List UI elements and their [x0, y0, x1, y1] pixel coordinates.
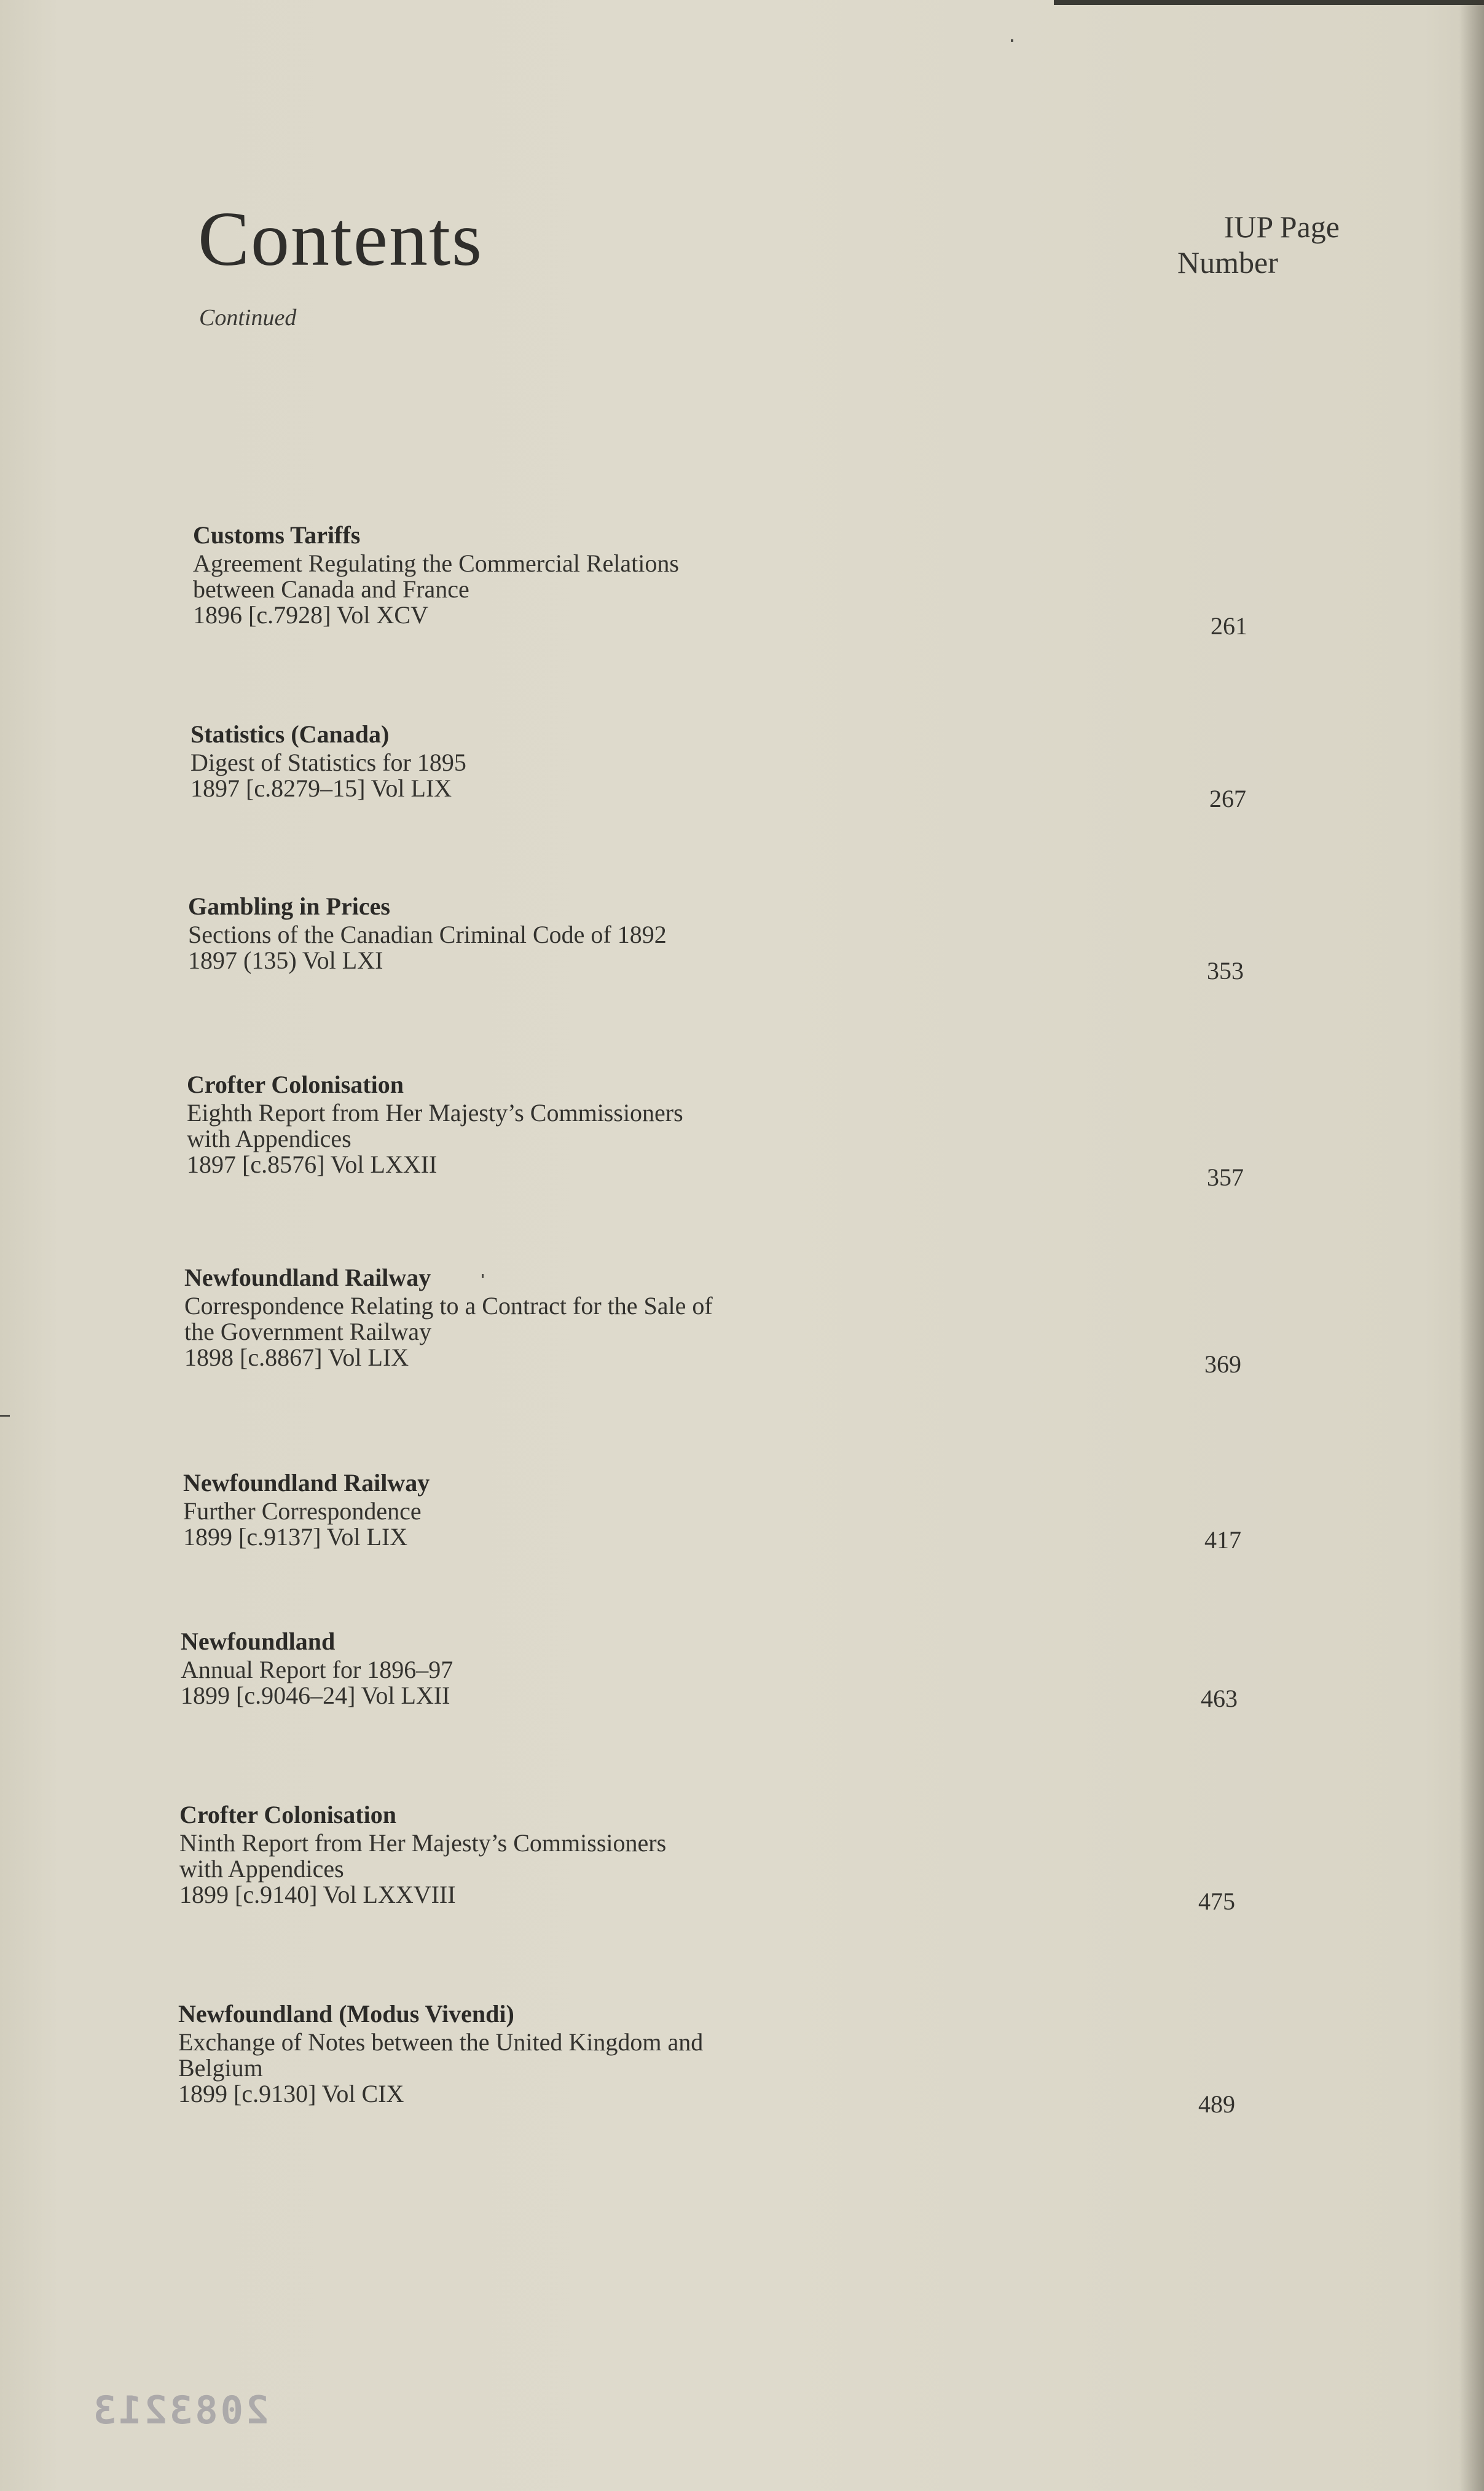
- margin-mark: [0, 1415, 10, 1417]
- column-heading-line2: Number: [1177, 245, 1278, 280]
- column-heading-line1: IUP Page: [1223, 210, 1340, 244]
- entry-line: with Appendices: [179, 1855, 344, 1883]
- entry-line: Annual Report for 1896–97: [181, 1656, 453, 1683]
- entry-heading: Customs Tariffs: [193, 521, 361, 549]
- entry-line: 1897 (135) Vol LXI: [188, 946, 383, 974]
- speck: [482, 1274, 484, 1278]
- page-subtitle: Continued: [199, 305, 297, 331]
- entry-heading: Newfoundland Railway: [184, 1264, 431, 1291]
- entry-heading: Newfoundland: [181, 1627, 336, 1655]
- contents-entry: [178, 2001, 1038, 2107]
- speck: [1011, 39, 1013, 42]
- contents-entry: [183, 1470, 1043, 1550]
- contents-entry: [193, 522, 1053, 628]
- entry-line: with Appendices: [187, 1125, 351, 1152]
- entry-heading: Statistics (Canada): [190, 720, 390, 748]
- entry-line: 1899 [c.9130] Vol CIX: [178, 2080, 404, 2107]
- entry-line: Further Correspondence: [183, 1497, 422, 1525]
- entry-page-number: 475: [1198, 1887, 1235, 1915]
- entry-line: Agreement Regulating the Commercial Relations: [193, 549, 679, 577]
- inventory-stamp: 208321З: [91, 2388, 269, 2433]
- entry-page-number: 489: [1198, 2090, 1235, 2118]
- entry-page-number: 261: [1211, 612, 1247, 640]
- contents-entry: [187, 1072, 1047, 1178]
- binding-shadow: [1459, 0, 1484, 2491]
- entry-line: 1897 [c.8279–15] Vol LIX: [190, 774, 452, 802]
- entry-line: Eighth Report from Her Majesty’s Commissioners: [187, 1099, 683, 1127]
- contents-entry: [179, 1802, 1040, 1908]
- entry-page-number: 417: [1204, 1526, 1241, 1554]
- contents-entry: [184, 1265, 1045, 1371]
- entry-line: 1898 [c.8867] Vol LIX: [184, 1344, 409, 1371]
- entry-heading: Newfoundland Railway: [183, 1469, 430, 1497]
- entry-line: Sections of the Canadian Criminal Code of 1892: [188, 921, 667, 948]
- entry-page-number: 357: [1207, 1163, 1244, 1191]
- entry-heading: Crofter Colonisation: [187, 1071, 404, 1098]
- entry-line: Digest of Statistics for 1895: [190, 749, 466, 776]
- page-number-column-heading: [1155, 209, 1340, 280]
- entry-line: 1899 [c.9137] Vol LIX: [183, 1523, 408, 1551]
- entry-heading: Newfoundland (Modus Vivendi): [178, 2000, 514, 2028]
- entry-line: 1899 [c.9140] Vol LXXVIII: [179, 1881, 456, 1908]
- entry-page-number: 267: [1209, 785, 1246, 813]
- page-top-edge: [1054, 0, 1484, 5]
- contents-entry: [190, 722, 1051, 801]
- entry-line: the Government Railway: [184, 1318, 432, 1345]
- entry-line: Correspondence Relating to a Contract for the Sale of: [184, 1292, 713, 1320]
- entry-page-number: 353: [1207, 957, 1244, 985]
- entry-line: Exchange of Notes between the United Kingdom and: [178, 2028, 704, 2056]
- entry-page-number: 463: [1201, 1685, 1238, 1712]
- entry-line: 1899 [c.9046–24] Vol LXII: [181, 1682, 450, 1709]
- contents-entry: [181, 1629, 1041, 1709]
- page-title: Contents: [198, 197, 484, 282]
- entry-line: 1897 [c.8576] Vol LXXII: [187, 1151, 438, 1178]
- entry-line: 1896 [c.7928] Vol XCV: [193, 601, 428, 629]
- entry-heading: Gambling in Prices: [188, 892, 390, 920]
- contents-entry: [188, 894, 1048, 974]
- entry-line: Ninth Report from Her Majesty’s Commissioners: [179, 1829, 667, 1857]
- entry-line: Belgium: [178, 2054, 263, 2082]
- entry-page-number: 369: [1204, 1350, 1241, 1378]
- entry-heading: Crofter Colonisation: [179, 1801, 396, 1828]
- entry-line: between Canada and France: [193, 575, 469, 603]
